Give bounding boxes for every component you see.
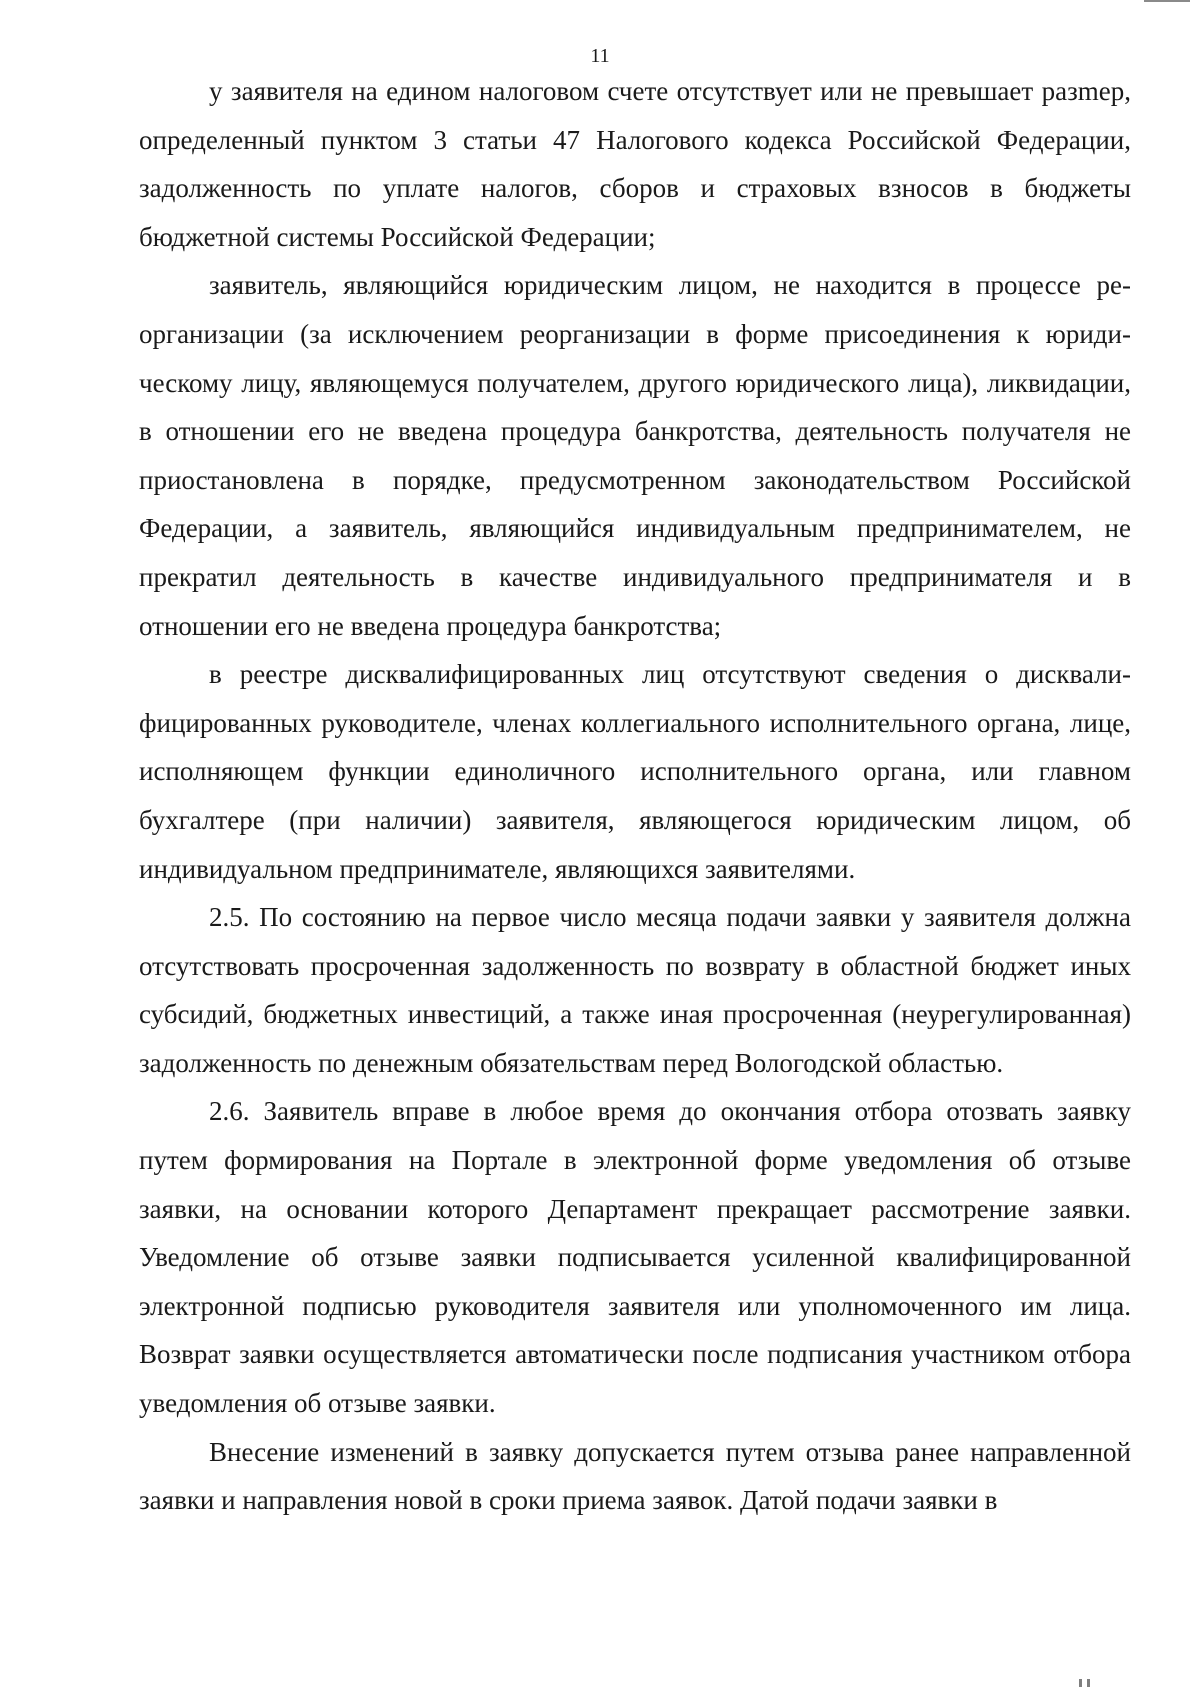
paragraph-2-6: 2.6. Заявитель вправе в любое время до окончания отбора отозвать заявку путем формирования на Портале в электронной форме уведомления об отзыве заявки, на основании которого Департамент прекращает рассмотрение заявки. Уведомление об отзыве заявки подписывается усиленной квалифицированной электронной подписью руководителя заявителя или уполномоченного им лица. Возврат заявки осуществляется автоматически после подписания участником отбора уведомления об отзыве заявки.: [139, 1096, 1131, 1419]
scan-artifact: [1087, 1679, 1090, 1687]
paragraph-2-5: 2.5. По состоянию на первое число месяца подачи заявки у заявителя должна отсутствовать просроченная задолженность по возврату в областной бюджет иных субсидий, бюджетных инвестиций, а также иная просроченная (неурегулированная) задолженность по денежным обязательствам перед Вологодской областью.: [139, 902, 1131, 1078]
paragraph-reorganization: заявитель, являющийся юридическим лицом, не находится в процессе реорганизации (за исключением реорганизации в форме присоединения к юридическому лицу, являющемуся получателем, другого юридического лица), ликвидации, в отношении его не введена процедура банкротства, деятельность получателя не приостановлена в порядке, предусмотренном законодательством Российской Федерации, а заявитель, являющийся индивидуальным предпринимателем, не прекратил деятельность в качестве индивидуального предпринимателя и в отношении его не введена процедура банкротства;: [139, 270, 1131, 641]
page-number: 11: [590, 45, 610, 67]
scan-artifact: [1144, 0, 1190, 2]
scan-artifact: [1079, 1679, 1082, 1687]
paragraph-disqualified-registry: в реестре дисквалифицированных лиц отсутствуют сведения о дисквалифицированных руководителе, членах коллегиального исполнительного органа, лице, исполняющем функции единоличного исполнительного органа, или главном бухгалтере (при наличии) заявителя, являющегося юридическим лицом, об индивидуальном предпринимателе, являющихся заявителями.: [139, 659, 1131, 884]
paragraph-amendments: Внесение изменений в заявку допускается путем отзыва ранее направленной заявки и направления новой в сроки приема заявок. Датой подачи заявки в: [139, 1436, 1131, 1516]
paragraph-tax-debt: у заявителя на едином налоговом счете отсутствует или не превышает разmер, определенный пунктом 3 статьи 47 Налогового кодекса Российской Федерации, задолженность по уплате налогов, сборов и страховых взносов в бюджеты бюджетной системы Российской Федерации;: [139, 76, 1131, 252]
document-body: [139, 67, 1131, 1525]
